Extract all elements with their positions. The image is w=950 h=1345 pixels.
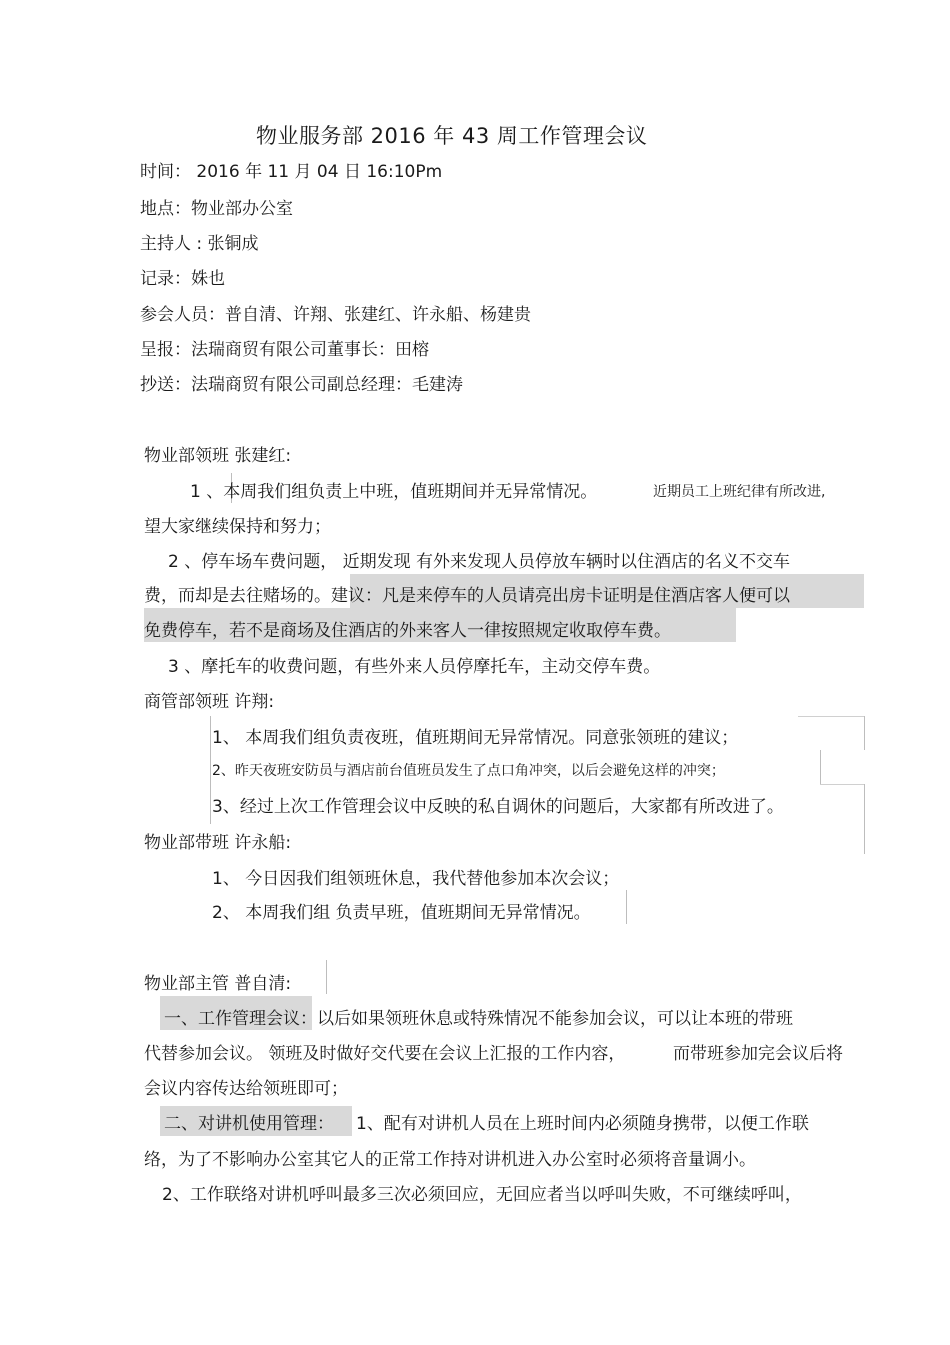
divider: [798, 716, 864, 717]
section-line: 络，为了不影响办公室其它人的正常工作持对讲机进入办公室时必须将音量调小。: [144, 1150, 756, 1170]
section-line: 一、工作管理会议：以后如果领班休息或特殊情况不能参加会议，可以让本班的带班: [164, 1009, 793, 1029]
document-title: 物业服务部 2016 年 43 周工作管理会议: [256, 124, 648, 148]
meeting-place: 地点：物业部办公室: [140, 199, 293, 219]
cc-to: 抄送：法瑞商贸有限公司副总经理：毛建涛: [140, 375, 463, 395]
meeting-host: 主持人 : 张铜成: [140, 234, 259, 254]
section-line: 费，而却是去往赌场的。建议：凡是来停车的人员请亮出房卡证明是住酒店客人便可以: [144, 586, 790, 606]
meeting-recorder: 记录：姝也: [140, 269, 225, 289]
section-line: 2、工作联络对讲机呼叫最多三次必须回应，无回应者当以呼叫失败，不可继续呼叫，: [162, 1185, 802, 1205]
divider: [864, 716, 865, 750]
section-line: 2、昨天夜班安防员与酒店前台值班员发生了点口角冲突，以后会避免这样的冲突；: [212, 763, 725, 779]
divider: [820, 750, 821, 784]
section-line: 3、经过上次工作管理会议中反映的私自调休的问题后，大家都有所改进了。: [212, 797, 784, 817]
section-heading: 商管部领班 许翔:: [144, 692, 275, 712]
section-line: 而带班参加完会议后将: [673, 1044, 843, 1064]
section-line: 3 、摩托车的收费问题，有些外来人员停摩托车，主动交停车费。: [168, 657, 661, 677]
section-line: 会议内容传达给领班即可；: [144, 1079, 348, 1099]
section-line: 1 、本周我们组负责上中班，值班期间并无异常情况。: [190, 482, 598, 502]
meeting-time: 时间： 2016 年 11 月 04 日 16:10Pm: [140, 162, 443, 182]
divider: [326, 960, 327, 994]
section-line: 1、配有对讲机人员在上班时间内必须随身携带，以便工作联: [356, 1114, 809, 1134]
section-line: 二、对讲机使用管理：: [164, 1114, 334, 1134]
section-line: 2、 本周我们组 负责早班，值班期间无异常情况。: [212, 903, 591, 923]
section-line: 1、 今日因我们组领班休息，我代替他参加本次会议；: [212, 869, 620, 889]
section-line: 免费停车，若不是商场及住酒店的外来客人一律按照规定收取停车费。: [144, 621, 671, 641]
section-line: 近期员工上班纪律有所改进,: [653, 484, 826, 500]
section-line: 1、 本周我们组负责夜班，值班期间无异常情况。同意张领班的建议；: [212, 728, 739, 748]
section-heading: 物业部主管 普自清:: [144, 974, 292, 994]
section-heading: 物业部领班 张建红:: [144, 446, 292, 466]
divider: [210, 716, 211, 824]
section-heading: 物业部带班 许永船:: [144, 833, 292, 853]
section-line: 望大家继续保持和努力；: [144, 517, 331, 537]
report-to: 呈报：法瑞商贸有限公司董事长：田榕: [140, 340, 429, 360]
section-line: 代替参加会议。 领班及时做好交代要在会议上汇报的工作内容，: [144, 1044, 626, 1064]
divider: [626, 890, 627, 924]
divider: [820, 784, 864, 785]
meeting-attendees: 参会人员：普自清、许翔、张建红、许永船、杨建贵: [140, 305, 531, 325]
section-line: 2 、停车场车费问题， 近期发现 有外来发现人员停放车辆时以住酒店的名义不交车: [168, 552, 791, 572]
divider: [864, 784, 865, 854]
